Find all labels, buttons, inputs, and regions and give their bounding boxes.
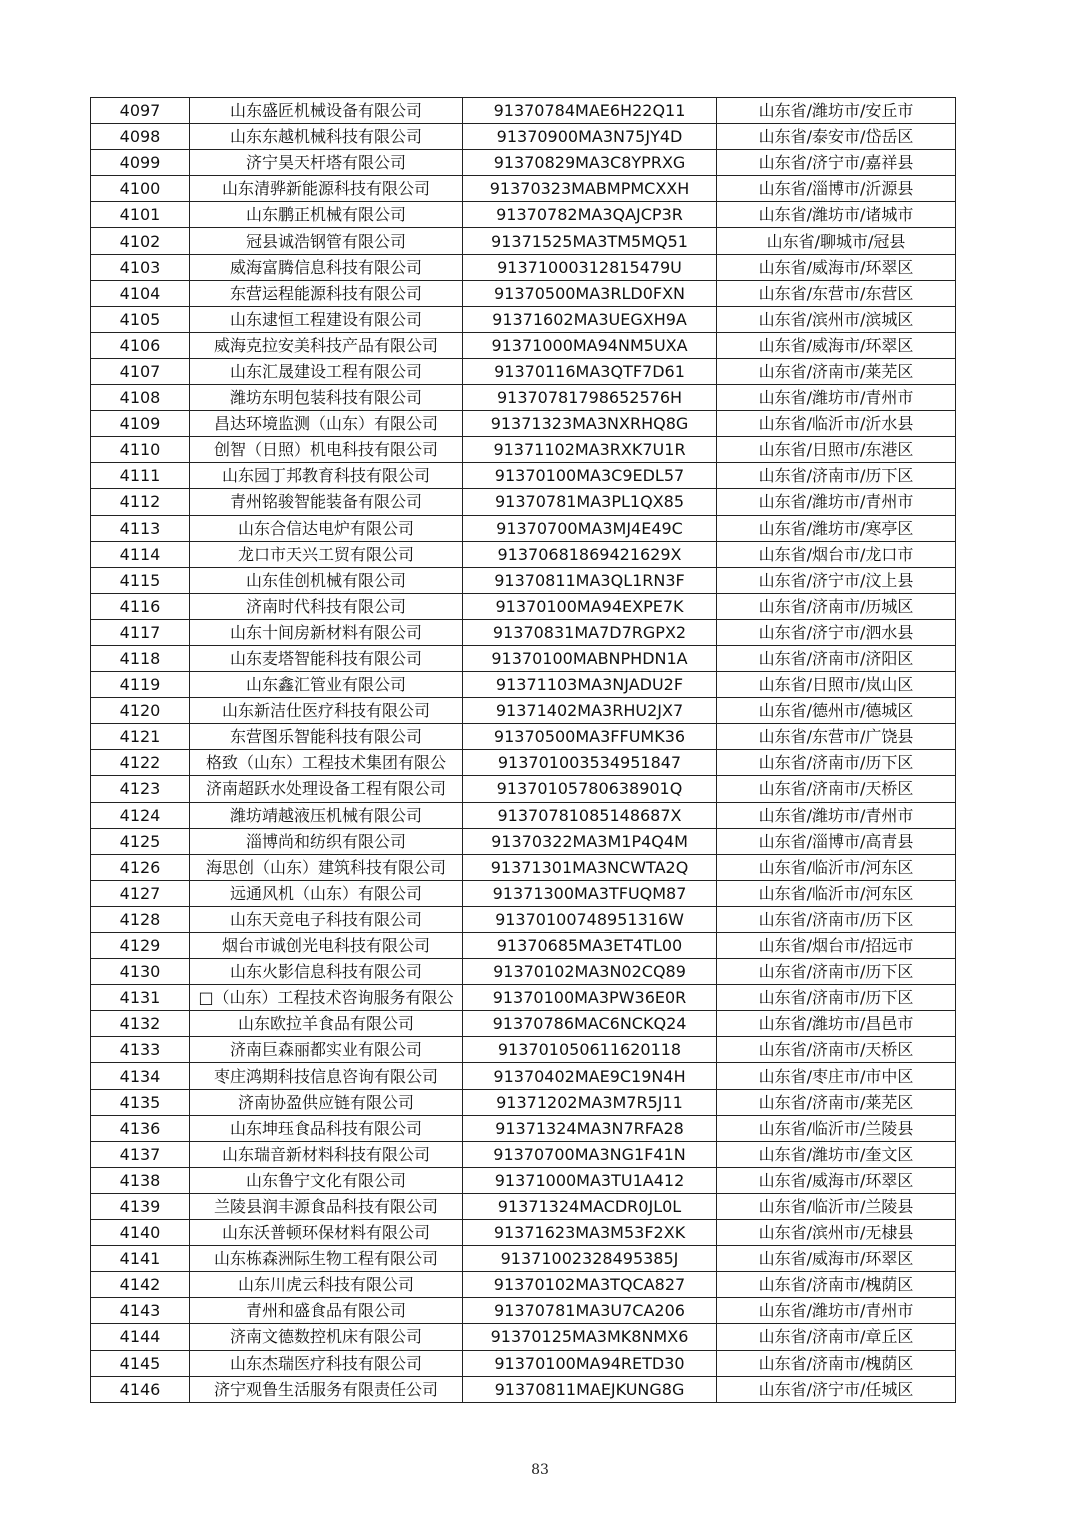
company-name-cell: 济南协盈供应链有限公司	[190, 1089, 463, 1115]
region-cell: 山东省/潍坊市/青州市	[717, 802, 956, 828]
region-cell: 山东省/烟台市/龙口市	[717, 541, 956, 567]
region-cell: 山东省/日照市/岚山区	[717, 672, 956, 698]
region-cell: 山东省/济南市/历下区	[717, 906, 956, 932]
credit-code-cell: 91371002328495385J	[463, 1246, 717, 1272]
credit-code-cell: 91370100MA3C9EDL57	[463, 463, 717, 489]
company-name-cell: 山东盛匠机械设备有限公司	[190, 98, 463, 124]
company-name-cell: 威海克拉安美科技产品有限公司	[190, 332, 463, 358]
row-number-cell: 4116	[91, 593, 190, 619]
row-number-cell: 4141	[91, 1246, 190, 1272]
row-number-cell: 4106	[91, 332, 190, 358]
company-name-cell: □（山东）工程技术咨询服务有限公	[190, 985, 463, 1011]
credit-code-cell: 91370685MA3ET4TL00	[463, 933, 717, 959]
table-row	[91, 202, 956, 228]
company-name-cell: 潍坊靖越液压机械有限公司	[190, 802, 463, 828]
region-cell: 山东省/淄博市/高青县	[717, 828, 956, 854]
region-cell: 山东省/临沂市/沂水县	[717, 411, 956, 437]
company-name-cell: 青州铭骏智能装备有限公司	[190, 489, 463, 515]
table-body	[91, 98, 956, 1403]
table-row	[91, 750, 956, 776]
table-row	[91, 150, 956, 176]
credit-code-cell: 91370786MAC6NCKQ24	[463, 1011, 717, 1037]
row-number-cell: 4137	[91, 1141, 190, 1167]
region-cell: 山东省/德州市/德城区	[717, 698, 956, 724]
table-row	[91, 1141, 956, 1167]
row-number-cell: 4143	[91, 1298, 190, 1324]
region-cell: 山东省/潍坊市/诸城市	[717, 202, 956, 228]
company-name-cell: 山东火影信息科技有限公司	[190, 959, 463, 985]
table-row	[91, 985, 956, 1011]
row-number-cell: 4133	[91, 1037, 190, 1063]
region-cell: 山东省/威海市/环翠区	[717, 1246, 956, 1272]
region-cell: 山东省/济宁市/泗水县	[717, 619, 956, 645]
company-name-cell: 山东鲁宁文化有限公司	[190, 1167, 463, 1193]
company-name-cell: 东营运程能源科技有限公司	[190, 280, 463, 306]
row-number-cell: 4099	[91, 150, 190, 176]
credit-code-cell: 913701003534951847	[463, 750, 717, 776]
table-row	[91, 280, 956, 306]
table-row	[91, 802, 956, 828]
company-name-cell: 昌达环境监测（山东）有限公司	[190, 411, 463, 437]
credit-code-cell: 91370102MA3N02CQ89	[463, 959, 717, 985]
table-row	[91, 489, 956, 515]
company-name-cell: 青州和盛食品有限公司	[190, 1298, 463, 1324]
company-name-cell: 济南巨森丽都实业有限公司	[190, 1037, 463, 1063]
row-number-cell: 4115	[91, 567, 190, 593]
region-cell: 山东省/烟台市/招远市	[717, 933, 956, 959]
company-name-cell: 山东清骅新能源科技有限公司	[190, 176, 463, 202]
company-name-cell: 济宁观鲁生活服务有限责任公司	[190, 1376, 463, 1402]
row-number-cell: 4111	[91, 463, 190, 489]
row-number-cell: 4117	[91, 619, 190, 645]
table-row	[91, 1376, 956, 1402]
credit-code-cell: 91370900MA3N75JY4D	[463, 124, 717, 150]
row-number-cell: 4130	[91, 959, 190, 985]
region-cell: 山东省/威海市/环翠区	[717, 254, 956, 280]
table-row	[91, 776, 956, 802]
table-row	[91, 724, 956, 750]
row-number-cell: 4104	[91, 280, 190, 306]
company-name-cell: 龙口市天兴工贸有限公司	[190, 541, 463, 567]
credit-code-cell: 91371000MA94NM5UXA	[463, 332, 717, 358]
table-row	[91, 1220, 956, 1246]
region-cell: 山东省/临沂市/河东区	[717, 854, 956, 880]
table-row	[91, 906, 956, 932]
company-name-cell: 兰陵县润丰源食品科技有限公司	[190, 1193, 463, 1219]
region-cell: 山东省/济南市/槐荫区	[717, 1272, 956, 1298]
credit-code-cell: 91370782MA3QAJCP3R	[463, 202, 717, 228]
credit-code-cell: 91370781MA3U7CA206	[463, 1298, 717, 1324]
region-cell: 山东省/滨州市/无棣县	[717, 1220, 956, 1246]
company-name-cell: 山东天竞电子科技有限公司	[190, 906, 463, 932]
table-row	[91, 854, 956, 880]
credit-code-cell: 91370781798652576H	[463, 385, 717, 411]
table-row	[91, 228, 956, 254]
row-number-cell: 4136	[91, 1115, 190, 1141]
table-row	[91, 1324, 956, 1350]
company-name-cell: 济南超跃水处理设备工程有限公司	[190, 776, 463, 802]
company-name-cell: 山东鹏正机械有限公司	[190, 202, 463, 228]
credit-code-cell: 91370100MABNPHDN1A	[463, 645, 717, 671]
company-name-cell: 山东园丁邦教育科技有限公司	[190, 463, 463, 489]
table-row	[91, 411, 956, 437]
region-cell: 山东省/潍坊市/昌邑市	[717, 1011, 956, 1037]
table-row	[91, 698, 956, 724]
table-row	[91, 515, 956, 541]
company-list-table	[90, 97, 956, 1403]
table-row	[91, 541, 956, 567]
table-row	[91, 332, 956, 358]
company-name-cell: 东营图乐智能科技有限公司	[190, 724, 463, 750]
row-number-cell: 4129	[91, 933, 190, 959]
credit-code-cell: 91370500MA3FFUMK36	[463, 724, 717, 750]
credit-code-cell: 91370116MA3QTF7D61	[463, 358, 717, 384]
region-cell: 山东省/东营市/广饶县	[717, 724, 956, 750]
region-cell: 山东省/枣庄市/市中区	[717, 1063, 956, 1089]
table-row	[91, 1350, 956, 1376]
table-row	[91, 1298, 956, 1324]
company-name-cell: 山东坤珏食品科技有限公司	[190, 1115, 463, 1141]
company-name-cell: 山东鑫汇管业有限公司	[190, 672, 463, 698]
table-row	[91, 880, 956, 906]
credit-code-cell: 91371301MA3NCWTA2Q	[463, 854, 717, 880]
row-number-cell: 4120	[91, 698, 190, 724]
region-cell: 山东省/济宁市/任城区	[717, 1376, 956, 1402]
company-name-cell: 山东沃普顿环保材料有限公司	[190, 1220, 463, 1246]
region-cell: 山东省/济南市/天桥区	[717, 776, 956, 802]
region-cell: 山东省/潍坊市/青州市	[717, 385, 956, 411]
table-row	[91, 254, 956, 280]
credit-code-cell: 91370125MA3MK8NMX6	[463, 1324, 717, 1350]
row-number-cell: 4132	[91, 1011, 190, 1037]
row-number-cell: 4122	[91, 750, 190, 776]
credit-code-cell: 91370811MA3QL1RN3F	[463, 567, 717, 593]
table-row	[91, 1063, 956, 1089]
row-number-cell: 4107	[91, 358, 190, 384]
region-cell: 山东省/济南市/济阳区	[717, 645, 956, 671]
credit-code-cell: 91370105780638901Q	[463, 776, 717, 802]
company-name-cell: 远通风机（山东）有限公司	[190, 880, 463, 906]
row-number-cell: 4126	[91, 854, 190, 880]
company-name-cell: 山东川虎云科技有限公司	[190, 1272, 463, 1298]
company-name-cell: 济南文德数控机床有限公司	[190, 1324, 463, 1350]
row-number-cell: 4121	[91, 724, 190, 750]
row-number-cell: 4140	[91, 1220, 190, 1246]
credit-code-cell: 91370100MA3PW36E0R	[463, 985, 717, 1011]
row-number-cell: 4146	[91, 1376, 190, 1402]
row-number-cell: 4142	[91, 1272, 190, 1298]
page-number: 83	[531, 1462, 549, 1478]
region-cell: 山东省/济南市/莱芜区	[717, 1089, 956, 1115]
company-name-cell: 格致（山东）工程技术集团有限公	[190, 750, 463, 776]
region-cell: 山东省/济南市/槐荫区	[717, 1350, 956, 1376]
row-number-cell: 4108	[91, 385, 190, 411]
credit-code-cell: 91370100MA94RETD30	[463, 1350, 717, 1376]
row-number-cell: 4128	[91, 906, 190, 932]
table-row	[91, 358, 956, 384]
company-name-cell: 济南时代科技有限公司	[190, 593, 463, 619]
company-name-cell: 山东汇晟建设工程有限公司	[190, 358, 463, 384]
row-number-cell: 4131	[91, 985, 190, 1011]
region-cell: 山东省/济南市/历城区	[717, 593, 956, 619]
table-row	[91, 672, 956, 698]
company-name-cell: 淄博尚和纺织有限公司	[190, 828, 463, 854]
company-name-cell: 山东麦塔智能科技有限公司	[190, 645, 463, 671]
region-cell: 山东省/济南市/历下区	[717, 463, 956, 489]
region-cell: 山东省/滨州市/滨城区	[717, 306, 956, 332]
company-name-cell: 山东杰瑞医疗科技有限公司	[190, 1350, 463, 1376]
table-row	[91, 98, 956, 124]
row-number-cell: 4134	[91, 1063, 190, 1089]
row-number-cell: 4113	[91, 515, 190, 541]
row-number-cell: 4112	[91, 489, 190, 515]
company-name-cell: 海思创（山东）建筑科技有限公司	[190, 854, 463, 880]
company-name-cell: 山东新洁仕医疗科技有限公司	[190, 698, 463, 724]
company-name-cell: 山东栋森洲际生物工程有限公司	[190, 1246, 463, 1272]
row-number-cell: 4118	[91, 645, 190, 671]
row-number-cell: 4109	[91, 411, 190, 437]
credit-code-cell: 91370322MA3M1P4Q4M	[463, 828, 717, 854]
row-number-cell: 4119	[91, 672, 190, 698]
region-cell: 山东省/泰安市/岱岳区	[717, 124, 956, 150]
region-cell: 山东省/潍坊市/寒亭区	[717, 515, 956, 541]
region-cell: 山东省/聊城市/冠县	[717, 228, 956, 254]
company-name-cell: 济宁昊天杆塔有限公司	[190, 150, 463, 176]
row-number-cell: 4124	[91, 802, 190, 828]
row-number-cell: 4127	[91, 880, 190, 906]
credit-code-cell: 91371300MA3TFUQM87	[463, 880, 717, 906]
table-row	[91, 1037, 956, 1063]
table-row	[91, 463, 956, 489]
region-cell: 山东省/日照市/东港区	[717, 437, 956, 463]
table-row	[91, 933, 956, 959]
table-row	[91, 593, 956, 619]
region-cell: 山东省/东营市/东营区	[717, 280, 956, 306]
company-name-cell: 山东逮恒工程建设有限公司	[190, 306, 463, 332]
row-number-cell: 4138	[91, 1167, 190, 1193]
table-row	[91, 1089, 956, 1115]
region-cell: 山东省/济宁市/嘉祥县	[717, 150, 956, 176]
credit-code-cell: 913701050611620118	[463, 1037, 717, 1063]
credit-code-cell: 91371000MA3TU1A412	[463, 1167, 717, 1193]
row-number-cell: 4135	[91, 1089, 190, 1115]
credit-code-cell: 91371202MA3M7R5J11	[463, 1089, 717, 1115]
region-cell: 山东省/淄博市/沂源县	[717, 176, 956, 202]
table-row	[91, 437, 956, 463]
credit-code-cell: 91370781085148687X	[463, 802, 717, 828]
company-name-cell: 山东佳创机械有限公司	[190, 567, 463, 593]
credit-code-cell: 91370831MA7D7RGPX2	[463, 619, 717, 645]
credit-code-cell: 91371324MA3N7RFA28	[463, 1115, 717, 1141]
row-number-cell: 4144	[91, 1324, 190, 1350]
credit-code-cell: 91371103MA3NJADU2F	[463, 672, 717, 698]
credit-code-cell: 91371402MA3RHU2JX7	[463, 698, 717, 724]
row-number-cell: 4110	[91, 437, 190, 463]
credit-code-cell: 91370700MA3MJ4E49C	[463, 515, 717, 541]
credit-code-cell: 91370500MA3RLD0FXN	[463, 280, 717, 306]
region-cell: 山东省/潍坊市/青州市	[717, 489, 956, 515]
credit-code-cell: 91370402MAE9C19N4H	[463, 1063, 717, 1089]
region-cell: 山东省/济南市/天桥区	[717, 1037, 956, 1063]
table-row	[91, 1011, 956, 1037]
region-cell: 山东省/临沂市/河东区	[717, 880, 956, 906]
table-row	[91, 306, 956, 332]
credit-code-cell: 91370700MA3NG1F41N	[463, 1141, 717, 1167]
credit-code-cell: 91370102MA3TQCA827	[463, 1272, 717, 1298]
table-row	[91, 1167, 956, 1193]
credit-code-cell: 91370781MA3PL1QX85	[463, 489, 717, 515]
credit-code-cell: 91370100748951316W	[463, 906, 717, 932]
region-cell: 山东省/临沂市/兰陵县	[717, 1193, 956, 1219]
region-cell: 山东省/济南市/章丘区	[717, 1324, 956, 1350]
credit-code-cell: 91371323MA3NXRHQ8G	[463, 411, 717, 437]
table-row	[91, 619, 956, 645]
credit-code-cell: 91370784MAE6H22Q11	[463, 98, 717, 124]
table-row	[91, 385, 956, 411]
region-cell: 山东省/潍坊市/奎文区	[717, 1141, 956, 1167]
region-cell: 山东省/潍坊市/青州市	[717, 1298, 956, 1324]
credit-code-cell: 91370829MA3C8YPRXG	[463, 150, 717, 176]
row-number-cell: 4101	[91, 202, 190, 228]
table-row	[91, 645, 956, 671]
row-number-cell: 4123	[91, 776, 190, 802]
table-row	[91, 124, 956, 150]
table-row	[91, 828, 956, 854]
table-row	[91, 1115, 956, 1141]
credit-code-cell: 91370681869421629X	[463, 541, 717, 567]
region-cell: 山东省/潍坊市/安丘市	[717, 98, 956, 124]
company-name-cell: 山东欧拉羊食品有限公司	[190, 1011, 463, 1037]
company-name-cell: 山东合信达电炉有限公司	[190, 515, 463, 541]
row-number-cell: 4100	[91, 176, 190, 202]
table-row	[91, 1272, 956, 1298]
table-row	[91, 1246, 956, 1272]
region-cell: 山东省/济南市/莱芜区	[717, 358, 956, 384]
row-number-cell: 4125	[91, 828, 190, 854]
company-name-cell: 枣庄鸿期科技信息咨询有限公司	[190, 1063, 463, 1089]
region-cell: 山东省/济南市/历下区	[717, 985, 956, 1011]
table-row	[91, 959, 956, 985]
credit-code-cell: 91370100MA94EXPE7K	[463, 593, 717, 619]
row-number-cell: 4114	[91, 541, 190, 567]
region-cell: 山东省/济南市/历下区	[717, 750, 956, 776]
row-number-cell: 4103	[91, 254, 190, 280]
company-name-cell: 创智（日照）机电科技有限公司	[190, 437, 463, 463]
row-number-cell: 4139	[91, 1193, 190, 1219]
region-cell: 山东省/临沂市/兰陵县	[717, 1115, 956, 1141]
credit-code-cell: 91371324MACDR0JL0L	[463, 1193, 717, 1219]
table-row	[91, 176, 956, 202]
credit-code-cell: 91370811MAEJKUNG8G	[463, 1376, 717, 1402]
region-cell: 山东省/威海市/环翠区	[717, 1167, 956, 1193]
region-cell: 山东省/济南市/历下区	[717, 959, 956, 985]
company-name-cell: 冠县诚浩钢管有限公司	[190, 228, 463, 254]
credit-code-cell: 91371102MA3RXK7U1R	[463, 437, 717, 463]
company-name-cell: 烟台市诚创光电科技有限公司	[190, 933, 463, 959]
credit-code-cell: 91371525MA3TM5MQ51	[463, 228, 717, 254]
company-name-cell: 潍坊东明包装科技有限公司	[190, 385, 463, 411]
row-number-cell: 4098	[91, 124, 190, 150]
row-number-cell: 4102	[91, 228, 190, 254]
company-name-cell: 山东瑞音新材料科技有限公司	[190, 1141, 463, 1167]
credit-code-cell: 91371000312815479U	[463, 254, 717, 280]
credit-code-cell: 91370323MABMPMCXXH	[463, 176, 717, 202]
company-name-cell: 威海富腾信息科技有限公司	[190, 254, 463, 280]
row-number-cell: 4097	[91, 98, 190, 124]
row-number-cell: 4145	[91, 1350, 190, 1376]
region-cell: 山东省/济宁市/汶上县	[717, 567, 956, 593]
credit-code-cell: 91371623MA3M53F2XK	[463, 1220, 717, 1246]
table-row	[91, 1193, 956, 1219]
credit-code-cell: 91371602MA3UEGXH9A	[463, 306, 717, 332]
region-cell: 山东省/威海市/环翠区	[717, 332, 956, 358]
row-number-cell: 4105	[91, 306, 190, 332]
table-row	[91, 567, 956, 593]
company-name-cell: 山东东越机械科技有限公司	[190, 124, 463, 150]
company-name-cell: 山东十间房新材料有限公司	[190, 619, 463, 645]
